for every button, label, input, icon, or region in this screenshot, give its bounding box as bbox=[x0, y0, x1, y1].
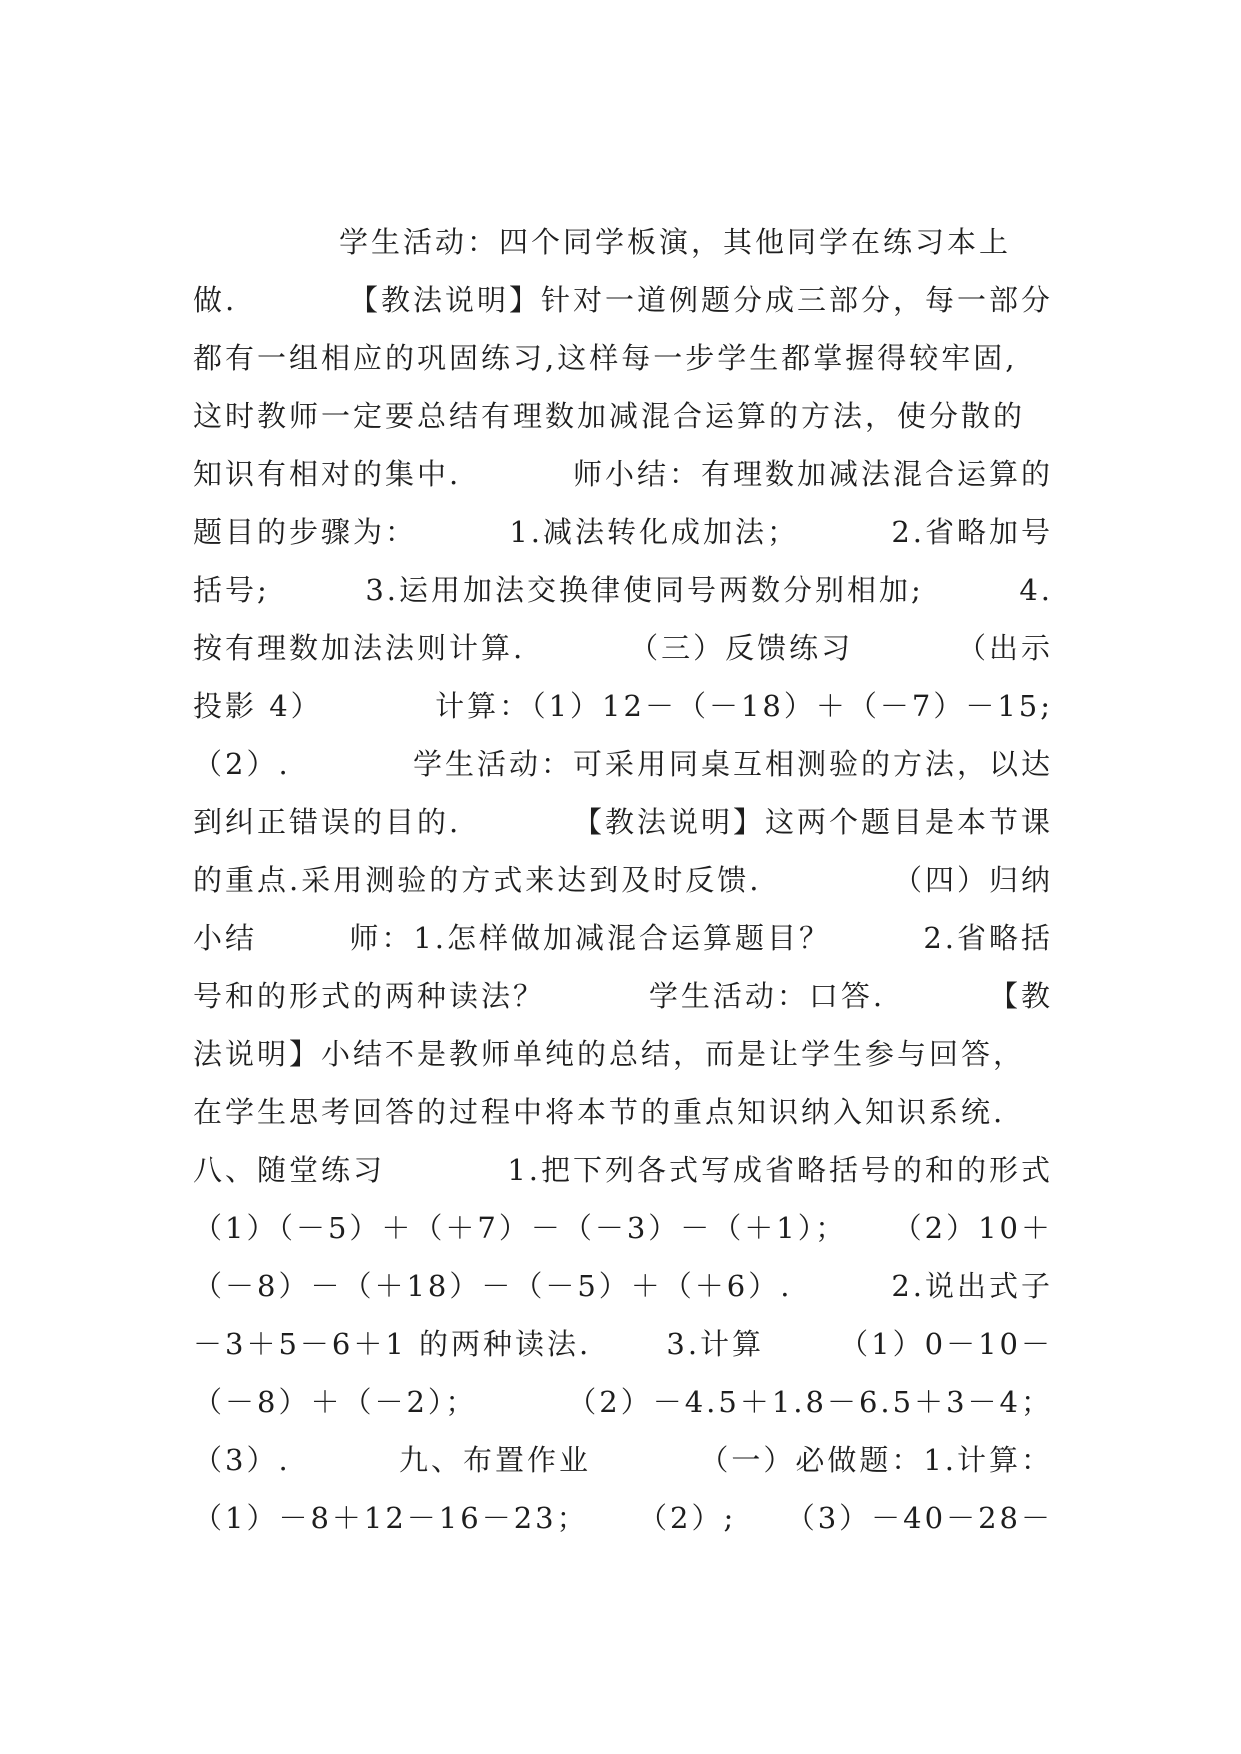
text-line bbox=[193, 220, 1053, 278]
text-line bbox=[193, 1496, 1053, 1554]
text-segment: 都有一组相应的巩固练习,这样每一步学生都掌握得较牢固, bbox=[193, 341, 1018, 375]
text-segment: 学生活动：口答. bbox=[648, 979, 886, 1013]
text-line bbox=[193, 1032, 1053, 1090]
text-segment: （3）. bbox=[193, 1443, 291, 1477]
text-segment: （1）－8＋12－16－23； bbox=[193, 1501, 589, 1535]
text-segment: （出示 bbox=[956, 631, 1053, 665]
text-segment: 题目的步骤为： bbox=[193, 515, 418, 549]
text-segment: 号和的形式的两种读法？ bbox=[193, 979, 546, 1013]
text-segment: （2）－4.5＋1.8－6.5＋3－4； bbox=[567, 1385, 1053, 1419]
text-line bbox=[193, 1380, 1053, 1438]
text-segment: 到纠正错误的目的. bbox=[193, 805, 462, 839]
text-line bbox=[193, 452, 1053, 510]
text-line bbox=[193, 394, 1053, 452]
text-segment: 2.省略括 bbox=[923, 921, 1053, 955]
text-segment: （－8）－（＋18）－（－5）＋（＋6）. bbox=[193, 1269, 793, 1303]
text-line bbox=[193, 510, 1053, 568]
text-line bbox=[193, 684, 1053, 742]
text-segment: 【教法说明】这两个题目是本节课 bbox=[572, 805, 1053, 839]
text-line bbox=[193, 1264, 1053, 1322]
text-segment: （四）归纳 bbox=[892, 863, 1053, 897]
text-segment: 这时教师一定要总结有理数加减混合运算的方法，使分散的 bbox=[193, 399, 1026, 433]
text-segment: 【教 bbox=[988, 979, 1053, 1013]
text-line bbox=[193, 626, 1053, 684]
text-segment: 师小结：有理数加减法混合运算的 bbox=[572, 457, 1053, 491]
text-line bbox=[193, 974, 1053, 1032]
text-line bbox=[193, 278, 1053, 336]
text-segment: （2）10＋ bbox=[892, 1211, 1053, 1245]
text-segment: 学生活动：可采用同桌互相测验的方法，以达 bbox=[412, 747, 1053, 781]
text-segment: （1）0－10－ bbox=[839, 1327, 1053, 1361]
text-segment: （－8）＋（－2）； bbox=[193, 1385, 478, 1419]
text-line bbox=[193, 1438, 1053, 1496]
text-line bbox=[193, 1206, 1053, 1264]
text-line bbox=[193, 916, 1053, 974]
text-segment: 2.说出式子 bbox=[891, 1269, 1053, 1303]
body-text bbox=[193, 220, 1053, 1554]
text-line bbox=[193, 858, 1053, 916]
text-segment: 投影 4） bbox=[193, 689, 323, 723]
text-line bbox=[193, 568, 1053, 626]
text-segment: （一）必做题：1.计算： bbox=[699, 1443, 1053, 1477]
text-segment: 九、布置作业 bbox=[398, 1443, 591, 1477]
text-segment: 1.把下列各式写成省略括号的和的形式 bbox=[507, 1153, 1053, 1187]
text-segment: 2.省略加号 bbox=[891, 515, 1053, 549]
text-line bbox=[193, 1322, 1053, 1380]
text-segment: 括号; bbox=[193, 573, 270, 607]
text-segment: （3）－40－28－ bbox=[785, 1501, 1053, 1535]
text-segment: （2）; bbox=[638, 1501, 737, 1535]
text-segment: （2）. bbox=[193, 747, 291, 781]
text-segment: 4. bbox=[1019, 573, 1053, 607]
text-segment: 做. bbox=[193, 283, 238, 317]
text-segment: 八、随堂练习 bbox=[193, 1153, 386, 1187]
text-segment: －3＋5－6＋1 的两种读法. bbox=[193, 1327, 592, 1361]
text-segment: 法说明】小结不是教师单纯的总结，而是让学生参与回答， bbox=[193, 1037, 1026, 1071]
text-segment: 学生活动：四个同学板演，其他同学在练习本上 bbox=[339, 225, 1012, 259]
text-segment: （三）反馈练习 bbox=[629, 631, 854, 665]
text-segment: 在学生思考回答的过程中将本节的重点知识纳入知识系统. bbox=[193, 1095, 1006, 1129]
text-segment: 的重点.采用测验的方式来达到及时反馈. bbox=[193, 863, 762, 897]
text-segment: 3.计算 bbox=[666, 1327, 765, 1361]
text-segment: 1.减法转化成加法； bbox=[509, 515, 799, 549]
text-line bbox=[193, 1148, 1053, 1206]
text-segment: 【教法说明】针对一道例题分成三部分，每一部分 bbox=[348, 283, 1053, 317]
text-line bbox=[193, 742, 1053, 800]
text-segment: 知识有相对的集中. bbox=[193, 457, 462, 491]
text-line bbox=[193, 336, 1053, 394]
text-segment: 计算：（1）12－（－18）＋（－7）－15; bbox=[435, 689, 1053, 723]
text-segment: （1）（－5）＋（＋7）－（－3）－（＋1）； bbox=[193, 1211, 848, 1245]
text-line bbox=[193, 800, 1053, 858]
text-segment: 小结 bbox=[193, 921, 258, 955]
text-segment: 3.运用加法交换律使同号两数分别相加; bbox=[365, 573, 924, 607]
text-line bbox=[193, 1090, 1053, 1148]
text-segment: 师：1.怎样做加减混合运算题目？ bbox=[349, 921, 831, 955]
text-segment: 按有理数加法法则计算. bbox=[193, 631, 526, 665]
